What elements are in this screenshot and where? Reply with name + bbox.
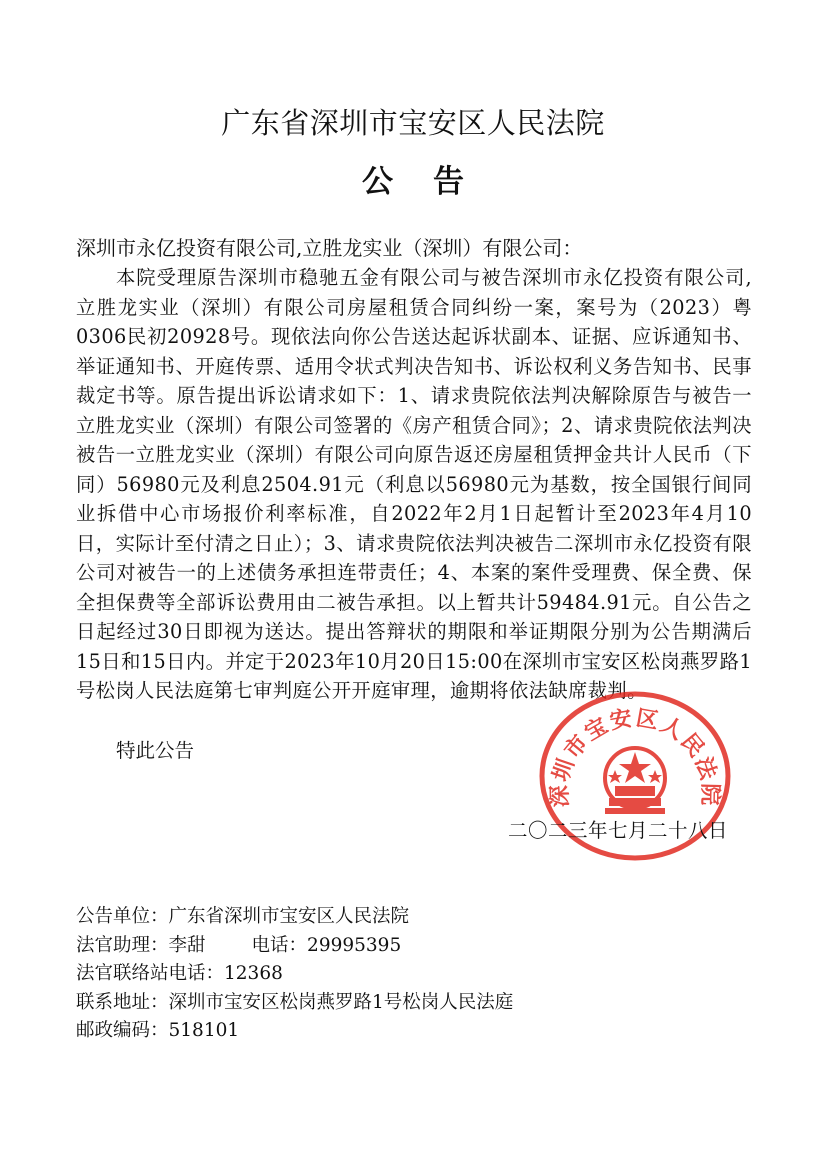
court-name-title: 广东省深圳市宝安区人民法院 <box>221 106 605 140</box>
postcode-label: 邮政编码： <box>76 1020 169 1041</box>
notice-body: 本院受理原告深圳市稳驰五金有限公司与被告深圳市永亿投资有限公司,立胜龙实业（深圳）有限公司房屋租赁合同纠纷一案，案号为（2023）粤0306民初20928号。现依法向你公告送达起诉状副本、证据、应诉通知书、举证通知书、开庭传票、适用令状式判决告知书、诉讼权利义务告知书、民事裁定书等。原告提出诉讼请求如下：1、请求贵院依法判决解除原告与被告一立胜龙实业（深圳）有限公司签署的《房产租赁合同》；2、请求贵院依法判决被告一立胜龙实业（深圳）有限公司向原告返还房屋租赁押金共计人民币（下同）56980元及利息2504.91元（利息以56980元为基数，按全国银行间同业拆借中心市场报价利率标准，自2022年2月1日起暂计至2023年4月10日，实际计至付清之日止）；3、请求贵院依法判决被告二深圳市永亿投资有限公司对被告一的上述债务承担连带责任；4、本案的案件受理费、保全费、保全担保费等全部诉讼费用由二被告承担。以上暂共计59484.91元。自公告之日起经过30日即视为送达。提出答辩状的期限和举证期限分别为公告期满后15日和15日内。并定于2023年10月20日15:00在深圳市宝安区松岗燕罗路1号松岗人民法庭第七审判庭公开开庭审理，逾期将依法缺席裁判。 <box>76 266 752 702</box>
contact-footer <box>76 903 513 1046</box>
issuer-label: 公告单位： <box>76 906 169 927</box>
notice-title: 公告 <box>362 164 504 200</box>
assistant-line <box>76 932 513 961</box>
addressee: 深圳市永亿投资有限公司,立胜龙实业（深圳）有限公司： <box>76 236 583 260</box>
hotline-line <box>76 960 513 989</box>
postcode-line <box>76 1017 513 1046</box>
assistant-value: 李甜 <box>168 934 206 956</box>
hotline-label: 法官联络站电话： <box>76 963 225 984</box>
hotline-value: 12368 <box>224 963 283 984</box>
issuer-line <box>76 903 513 932</box>
issuer-value: 广东省深圳市宝安区人民法院 <box>168 906 410 927</box>
address-line <box>76 989 513 1018</box>
address-label: 联系地址： <box>76 991 169 1013</box>
issue-date: 二〇二三年七月二十八日 <box>508 819 729 842</box>
assistant-label: 法官助理： <box>76 934 169 956</box>
postcode-value: 518101 <box>168 1020 240 1041</box>
seal-text: 深圳市宝安区人民法院 <box>546 704 724 808</box>
phone-value: 29995395 <box>307 934 402 956</box>
phone-label: 电话： <box>251 934 308 956</box>
address-value: 深圳市宝安区松岗燕罗路1号松岗人民法庭 <box>168 991 514 1013</box>
closing-phrase: 特此公告 <box>116 739 195 762</box>
